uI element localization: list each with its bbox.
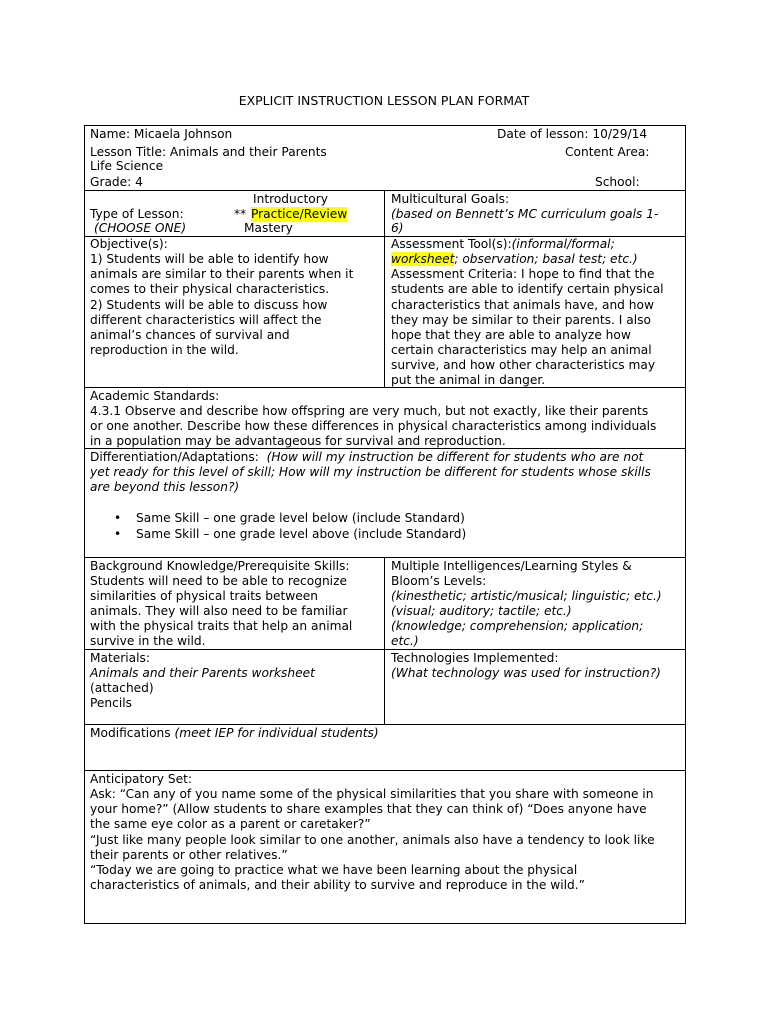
bullet-icon: • [114,511,122,525]
assessment-tools-options [391,252,638,267]
assessment-criteria-line: Assessment Criteria: I hope to find that the [391,267,655,281]
assessment-criteria-line: characteristics that animals have, and how [391,298,654,312]
background-knowledge-label: Background Knowledge/Prerequisite Skills: [90,559,350,573]
lesson-type-selected-marker: ** [234,207,247,221]
background-line: Students will need to be able to recognize [90,574,347,588]
lesson-type-option-practice-review: Practice/Review [251,207,348,221]
technologies-hint: (What technology was used for instruction?) [391,666,661,680]
content-area-field: Content Area: [565,145,650,159]
lesson-type-label: Type of Lesson: [90,207,184,221]
technologies-label: Technologies Implemented: [391,651,559,665]
assessment-tools [391,237,615,252]
grade-field: Grade: 4 [90,175,143,189]
date-field: Date of lesson: 10/29/14 [497,127,648,141]
background-line: similarities of physical traits between [90,589,318,603]
row-divider [84,770,686,771]
standard-line: or one another. Describe how these differences in physical characteristics among individuals [90,419,657,433]
standard-line: in a population may be advantageous for survival and reproduction. [90,434,506,448]
anticipatory-line: Ask: “Can any of you name some of the physical similarities that you share with someone in [90,787,654,801]
page-title: EXPLICIT INSTRUCTION LESSON PLAN FORMAT [238,93,530,108]
lesson-type-option-mastery: Mastery [244,221,293,235]
assessment-criteria-line: students are able to identify certain physical [391,282,664,296]
row-divider [84,557,686,558]
name-field: Name: Micaela Johnson [90,127,233,141]
intelligences-hint: (visual; auditory; tactile; etc.) [391,604,572,618]
multicultural-goals-hint: 6) [391,221,404,235]
objective-line: animals are similar to their parents when it [90,267,354,281]
intelligences-hint: etc.) [391,634,419,648]
assessment-criteria-line: hope that they are able to analyze how [391,328,631,342]
background-line: with the physical traits that help an animal [90,619,353,633]
assessment-criteria-line: put the animal in danger. [391,373,546,387]
lesson-title-field: Lesson Title: Animals and their Parents [90,145,327,159]
anticipatory-line: “Just like many people look similar to one another, animals also have a tendency to look like [90,833,655,847]
background-line: animals. They will also need to be familiar [90,604,348,618]
background-line: survive in the wild. [90,634,206,648]
objective-line: animal’s chances of survival and [90,328,290,342]
column-divider [384,190,385,388]
academic-standards-label: Academic Standards: [90,389,220,403]
differentiation-bullet: Same Skill – one grade level below (include Standard) [136,511,465,525]
objective-line: comes to their physical characteristics. [90,282,330,296]
materials-pencils: Pencils [90,696,132,710]
differentiation-hint: yet ready for this level of skill; How will my instruction be different for students whose skills [90,465,651,479]
intelligences-label: Multiple Intelligences/Learning Styles & [391,559,632,573]
intelligences-hint: (kinesthetic; artistic/musical; linguistic; etc.) [391,589,662,603]
content-area-value: Life Science [90,159,164,173]
modifications-heading [90,726,379,741]
assessment-criteria-line: certain characteristics may help an animal [391,343,652,357]
differentiation-hint: (How will my instruction be different for students who are not [266,450,644,464]
objective-line: 1) Students will be able to identify how [90,252,329,266]
differentiation-hint: are beyond this lesson?) [90,480,240,494]
bullet-icon: • [114,527,122,541]
anticipatory-set-label: Anticipatory Set: [90,772,192,786]
worksheet-highlight: worksheet [391,252,455,266]
anticipatory-line: their parents or other relatives.” [90,848,288,862]
assessment-criteria-line: they may be similar to their parents. I also [391,313,651,327]
materials-attached: (attached) [90,681,154,695]
objectives-label: Objective(s): [90,237,168,251]
lesson-type-instruction: (CHOOSE ONE) [94,221,187,235]
differentiation-bullet: Same Skill – one grade level above (include Standard) [136,527,467,541]
assessment-tools-label: Assessment Tool(s): [391,237,512,251]
modifications-hint: (meet IEP for individual students) [174,726,379,740]
multicultural-goals-hint: (based on Bennett’s MC curriculum goals 1- [391,207,659,221]
multicultural-goals-label: Multicultural Goals: [391,192,510,206]
table-border-left [84,125,85,924]
anticipatory-line: “Today we are going to practice what we have been learning about the physical [90,863,578,877]
anticipatory-line: characteristics of animals, and their ability to survive and reproduce in the wild.” [90,878,585,892]
table-border-bottom [84,923,686,924]
materials-worksheet: Animals and their Parents worksheet [90,666,315,680]
objective-line: different characteristics will affect the [90,313,322,327]
objective-line: 2) Students will be able to discuss how [90,298,328,312]
objective-line: reproduction in the wild. [90,343,239,357]
anticipatory-line: your home?” (Allow students to share examples that they can think of) “Does anyone have [90,802,647,816]
differentiation-label: Differentiation/Adaptations: [90,450,259,464]
assessment-tools-hint: (informal/formal; [511,237,615,251]
anticipatory-line: the same eye color as a parent or caretaker?” [90,817,371,831]
differentiation-heading [90,450,643,465]
intelligences-label: Bloom’s Levels: [391,574,487,588]
row-divider [84,724,686,725]
column-divider [384,557,385,725]
intelligences-hint: (knowledge; comprehension; application; [391,619,644,633]
row-divider [84,387,686,388]
assessment-criteria-line: survive, and how other characteristics may [391,358,656,372]
materials-label: Materials: [90,651,150,665]
table-border-right [685,125,686,924]
standard-line: 4.3.1 Observe and describe how offspring are very much, but not exactly, like their parents [90,404,649,418]
lesson-type-option-introductory: Introductory [253,192,328,206]
assessment-tools-rest: ; observation; basal test; etc.) [454,252,638,266]
table-border-top [84,125,686,126]
modifications-label: Modifications [90,726,171,740]
school-field: School: [595,175,640,189]
